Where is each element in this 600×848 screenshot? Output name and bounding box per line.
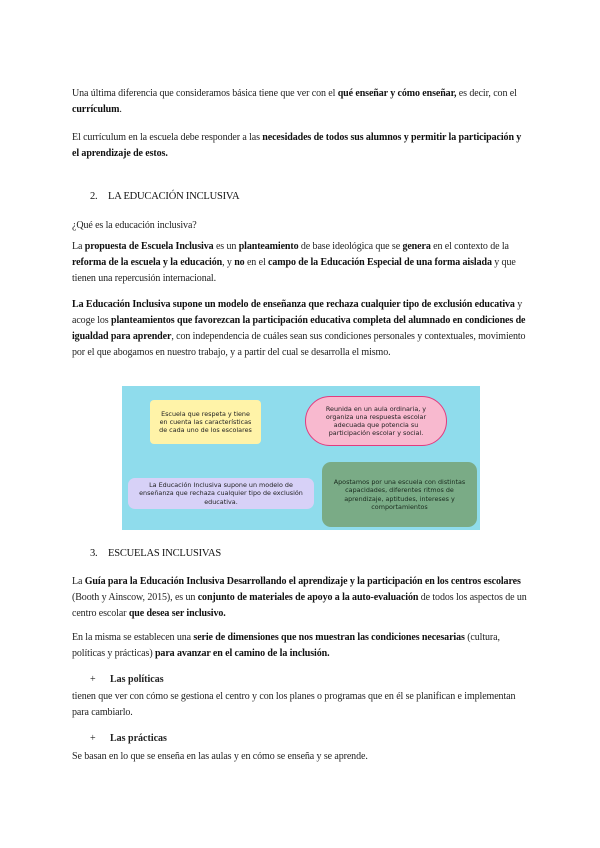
plus-icon: + [90,733,96,744]
diagram-box-teaching-model: La Educación Inclusiva supone un modelo de enseñanza que rechaza cualquier tipo de exclusión educativa. [128,478,314,509]
practicas-description: Se basan en lo que se enseña en las aulas y en cómo se enseña y se aprende. [72,751,368,762]
intro-paragraph-1: Una última diferencia que consideramos básica tiene que ver con el qué enseñar y cómo enseñar, es decir, con el currículum. [72,88,517,115]
diagram-box-respect: Escuela que respeta y tiene en cuenta las características de cada uno de los escolares [150,400,261,444]
diagram-box-ordinary-classroom: Reunida en un aula ordinaria, y organiza una respuesta escolar adecuada que potencia su participación escolar y social. [305,396,447,446]
section-2-heading: 2. LA EDUCACIÓN INCLUSIVA [90,191,240,202]
politicas-description: tienen que ver con cómo se gestiona el centro y con los planes o programas que en él se planifican e implementan para cambiarlo. [72,691,516,718]
section-3-paragraph-1: La Guía para la Educación Inclusiva Desarrollando el aprendizaje y la participación en los centros escolares (Booth y Ainscow, 2015), es un conjunto de materiales de apoyo a la auto-evaluación de todos los aspectos de un centro escolar que desea ser inclusivo. [72,576,527,619]
section-2-question: ¿Qué es la educación inclusiva? [72,220,197,231]
section-3-paragraph-2: En la misma se establecen una serie de dimensiones que nos muestran las condiciones necesarias (cultura, políticas y prácticas) para avanzar en el camino de la inclusión. [72,632,500,659]
bullet-politicas: + Las políticas [90,674,164,685]
section-2-paragraph-1: La propuesta de Escuela Inclusiva es un planteamiento de base ideológica que se genera en el contexto de la reforma de la escuela y la educación, y no en el campo de la Educación Especial de una forma aislada y que tienen una repercusión internacional. [72,241,516,284]
bullet-practicas: + Las prácticas [90,733,167,744]
intro-paragraph-2: El currículum en la escuela debe responder a las necesidades de todos sus alumnos y permitir la participación y el aprendizaje de estos. [72,132,522,159]
diagram-box-diversity: Apostamos por una escuela con distintas capacidades, diferentes ritmos de aprendizaje, aptitudes, intereses y comportamientos [322,462,477,527]
section-3-heading: 3. ESCUELAS INCLUSIVAS [90,548,221,559]
inclusive-education-diagram [122,386,480,530]
plus-icon: + [90,674,96,685]
section-2-paragraph-2: La Educación Inclusiva supone un modelo de enseñanza que rechaza cualquier tipo de exclusión educativa y acoge los planteamientos que favorezcan la participación educativa completa del alumnado en condiciones de igualdad para aprender, con independencia de cuáles sean sus condiciones personales y contextuales, movimiento por el que abogamos en nuestro trabajo, y a partir del cual se desarrolla el mismo. [72,299,526,358]
